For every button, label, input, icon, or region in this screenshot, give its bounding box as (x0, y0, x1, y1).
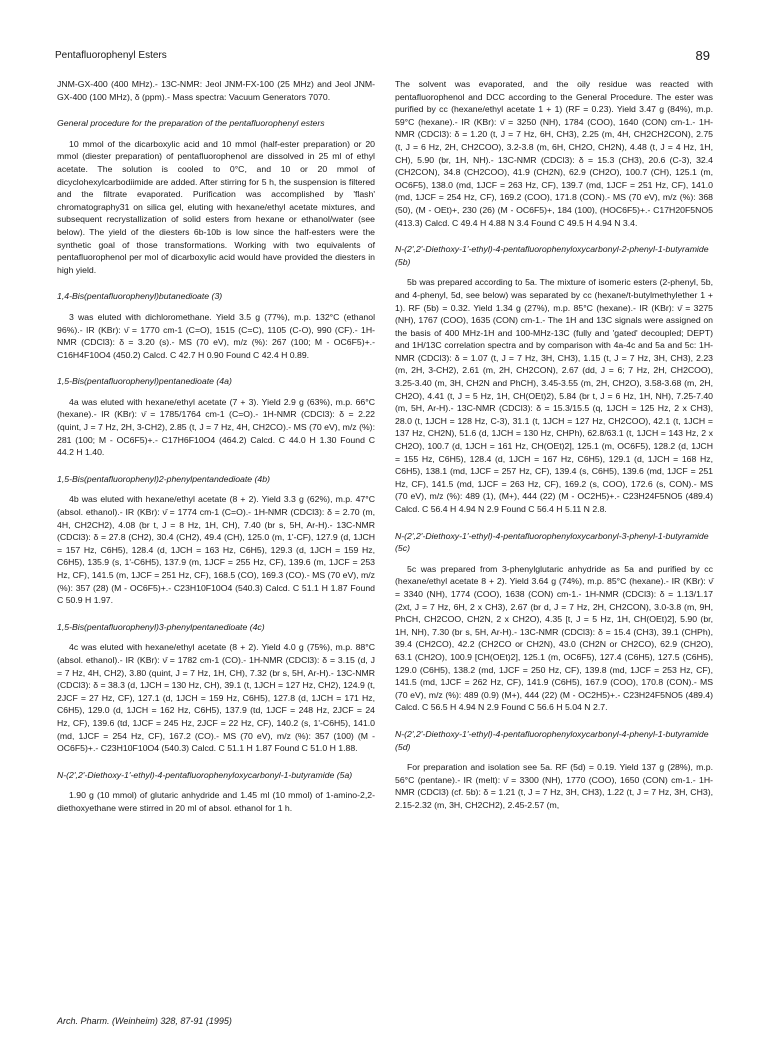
paragraph: 5b was prepared according to 5a. The mixture of isomeric esters (2-phenyl, 5b, and 4-phenyl, 5d, see below) was separated by cc (hexane/t-butylmethylether 1 + 1). RF (5b) = 0.32. Yield 1.34 g (27%), m.p. 85°C (hexane).- IR (KBr): ν̄ = 3275 (NH), 1767 (COO), 1635 (CON) cm-1.- The 1H and 13C signals were assigned on the basis of 400 MHz-1H and 100-MHz-13C (fully and 'gated' decoupled; DEPT) and 1H/13C correlation spectra and by comparison with 4a-4c and 5a and 5c: 1H-NMR (CDCl3): δ = 1.07 (t, J = 7 Hz, 3H, CH3), 1.15 (t, J = 7 Hz, 3H, CH3), 2.23 (m, 2H, 3-CH2), 2.61 (m, 2H, CH2CON), 2.67 (dd, J = 6; 7 Hz, 2H, CH2COO), 3.25-3.40 (m, 3H, CH2N and PhCH), 3.45-3.55 (m, 2H, CH2O), 3.58-3.68 (m, 2H, CH2O), 4.41 (t, J = 5 Hz, 1H, CH(OEt)2), 5.84 (br t, J = 6 Hz, 1H, NH), 7.25-7.40 (m, 5H, Ar-H).- 13C-NMR (CDCl3): δ = 15.3/15.5 (q, 1JCH = 125 Hz, 2 x CH3), 28.0 (t, 1JCH = 128 Hz, C-3), 31.1 (t, 1JCH = 127 Hz, CH2COO), 42.1 (t, 1JCH = 137 Hz, CH2N), 51.6 (d, 1JCH = 130 Hz, CHPh), 62.8/63.1 (t, 1JCH = 143 Hz, 2 x CH2O), 100.7 (d, 1JCH = 161 Hz, CH(OEt)2], 125.1 (m, OC6F5), 128.2 (d, 1JCH = 155 Hz, C6H5), 128.4 (d, 1JCH = 167 Hz, C6H5), 129.1 (d, 1JCH = 168 Hz, C6H5), 138.1 (md, 1JCF = 257 Hz, CF), 139.4 (s, C6H5), 139.6 (md, 1JCF = 251 Hz, CF), 141.5 (md, 1JCF = 263 Hz, CF), 169.2 (s, COO), 172.6 (s, CON).- MS (70 eV), m/z (%): 489 (1), (M+), 444 (22) (M - OC2H5)+.- C23H24F5NO5 (489.4) Calcd. C 56.4 H 4.94 N 2.9 Found C 56.4 H 5.11 N 2.8. (395, 277, 713, 514)
paragraph: JNM-GX-400 (400 MHz).- 13C-NMR: Jeol JNM-FX-100 (25 MHz) and Jeol JNM-GX-400 (100 MHz), δ (ppm).- Mass spectra: Vacuum Generators 7070. (57, 79, 375, 102)
paragraph: The solvent was evaporated, and the oily residue was reacted with pentafluorophenol and DCC according to the General Procedure. The ester was purified by cc (hexane/ethyl acetate 1 + 1) (RF = 0.23). Yield 3.47 g (84%), m.p. 59°C (hexane).- IR (KBr): ν̄ = 3250 (NH), 1784 (COO), 1640 (CON) cm-1.- 1H-NMR (CDCl3): δ = 1.20 (t, J = 7 Hz, 6H, CH3), 2.25 (m, 4H, CH2CH2CON), 2.75 (t, J = 6 Hz, 2H, CH2COO), 3.2-3.8 (m, 6H, CH2O, CH2N), 4.48 (t, J = 4 Hz, 1H, CH), 5.90 (br, 1H, NH).- 13C-NMR (CDCl3): δ = 15.3 (CH3), 20.6 (C-3), 32.4 (CH2CON), 34.8 (CH2COO), 41.9 (CH2N), 62.9 (CH2O), 100.7 (CH), 125.1 (m, OC6F5), 138.0 (md, 1JCF = 263 Hz, CF), 139.7 (md, 1JCF = 251 Hz, CF), 141.0 (md, 1JCF = 254 Hz, CF), 169.2 (COO), 171.8 (CON).- MS (70 eV), m/z (%): 368 (50), (M - OEt)+, 230 (26) (M - OC6F5)+, 184 (100), (HOC6F5)+.- C17H20F5NO5 (413.3) Calcd. C 49.4 H 4.88 N 3.4 Found C 49.5 H 4.94 N 3.4. (395, 79, 713, 228)
section-heading: N-(2',2'-Diethoxy-1'-ethyl)-4-pentafluorophenyloxycarbonyl-1-butyramide (5a) (57, 769, 353, 780)
paragraph: 4b was eluted with hexane/ethyl acetate (8 + 2). Yield 3.3 g (62%), m.p. 47°C (absol. ethanol).- IR (KBr): ν̄ = 1774 cm-1 (C=O).- 1H-NMR (CDCl3): δ = 2.70 (m, 4H, CH2CH2), 4.08 (br t, J = 8 Hz, 1H, CH), 7.40 (br s, 5H, Ar-H).- 13C-NMR (CDCl3): δ = 27.8 (CH2), 30.4 (CH2), 49.4 (CH), 125.0 (m, 1'-CF), 127.9 (d, 1JCH = 157 Hz, C6H5), 128.4 (d, 1JCH = 163 Hz, C6H5), 129.3 (d, 1JCH = 159 Hz, C6H5), 135.9 (s, 1'-C6H5), 137.9 (m, 1JCF = 255 Hz, CF), 139.6 (m, 1JCF = 253 Hz, CF), 141.5 (m, 1JCF = 251 Hz, CF), 168.5 (CO), 169.3 (CO).- MS (70 eV), m/z (%): 357 (28) (M - OC6F5)+.- C23H10F10O4 (540.3) Calcd. C 51.1 H 1.87 Found C 50.9 H 1.97. (57, 494, 375, 606)
paragraph: 4a was eluted with hexane/ethyl acetate (7 + 3). Yield 2.9 g (63%), m.p. 66°C (hexane).- IR (KBr): ν̄ = 1785/1764 cm-1 (C=O).- 1H-NMR (CDCl3): δ = 2.22 (quint, J = 7 Hz, 2H, 3-CH2), 2.85 (t, J = 7 Hz, 4H, CH2CO).- MS (70 eV), m/z (%): 281 (100; M - OC6F5)+.- C17H6F10O4 (464.2) Calcd. C 44.0 H 1.30 Found C 44.2 H 1.40. (57, 396, 375, 458)
section-heading: N-(2',2'-Diethoxy-1'-ethyl)-4-pentafluorophenyloxycarbonyl-3-phenyl-1-butyramide (5c) (395, 530, 709, 554)
footer-citation: Arch. Pharm. (Weinheim) 328, 87-91 (1995) (57, 1016, 232, 1026)
section-heading: 1,5-Bis(pentafluorophenyl)3-phenylpentanedioate (4c) (57, 621, 265, 632)
paragraph: 4c was eluted with hexane/ethyl acetate (8 + 2). Yield 4.0 g (75%), m.p. 88°C (absol. ethanol).- IR (KBr): ν̄ = 1782 cm-1 (CO).- 1H-NMR (CDCl3): δ = 3.15 (d, J = 7 Hz, 4H, CH2), 3.80 (quint, J = 7 Hz, 1H, CH), 7.32 (br s, 5H, Ar-H).- 13C-NMR (CDCl3): δ = 38.3 (d, 1JCH = 130 Hz, CH), 39.1 (t, 1JCH = 127 Hz, CH2), 124.9 (t, 2JCF = 27 Hz, CF), 127.1 (d, 1JCH = 159 Hz, C6H5), 127.8 (d, 1JCH = 171 Hz, C6H5), 129.0 (d, 1JCH = 162 Hz, C6H5), 137.9 (td, 1JCF = 248 Hz, 2JCF = 24 Hz, CF), 139.6 (td, 1JCF = 245 Hz, 2JCF = 22 Hz, CF), 140.2 (s, 1'-C6H5), 141.0 (md, 1JCF = 254 Hz, CF), 167.2 (CO).- MS (70 eV), m/z (%): 357 (100) (M - OC6F5)+.- C23H10F10O4 (540.3) Calcd. C 51.1 H 1.87 Found C 51.0 H 1.88. (57, 642, 375, 754)
left-column (57, 78, 375, 823)
section-heading: 1,5-Bis(pentafluorophenyl)2-phenylpentandedioate (4b) (57, 473, 270, 484)
paragraph: 1.90 g (10 mmol) of glutaric anhydride and 1.45 ml (10 mmol) of 1-amino-2,2-diethoxyethane were stirred in 20 ml of absol. ethanol for 1 h. (57, 790, 375, 813)
section-heading: General procedure for the preparation of the pentafluorophenyl esters (57, 118, 325, 129)
section-heading: 1,4-Bis(pentafluorophenyl)butanedioate (3) (57, 291, 223, 302)
page-number: 89 (695, 48, 710, 63)
section-heading: N-(2',2'-Diethoxy-1'-ethyl)-4-pentafluorophenyloxycarbonyl-2-phenyl-1-butyramide (5b) (395, 244, 709, 267)
paragraph: For preparation and isolation see 5a. RF (5d) = 0.19. Yield 137 g (28%), m.p. 56°C (pentane).- IR (melt): ν̄ = 3300 (NH), 1770 (COO), 1650 (CON) cm-1.- 1H-NMR (CDCl3) (cf. 5b): δ = 1.21 (t, J = 7 Hz, 3H, CH3), 1.22 (t, J = 7 Hz, 3H, CH3), 2.15-2.32 (m, 3H, CH2CH2), 2.45-2.57 (m, (395, 762, 713, 810)
right-column (395, 78, 713, 819)
paragraph: 5c was prepared from 3-phenylglutaric anhydride as 5a and purified by cc (hexane/ethyl acetate 8 + 2). Yield 3.64 g (74%), m.p. 85°C (hexane).- IR (KBr): ν̄ = 3340 (NH), 1774 (COO), 1638 (CON) cm-1.- 1H-NMR (CDCl3): δ = 1.13/1.17 (2xt, J = 7 Hz, 6H, 2 x CH3), 2.67 (br d, J = 7 Hz, 2H, CH2CON), 3.0-3.8 (m, 9H, PhCH, CH2COO, CH2N, 2 x CH2O), 4.35 [t, J = 5 Hz, 1H, CH(OEt)2], 5.90 (br, 1H, NH), 7.30 (br s, 5H, Ar-H).- 13C-NMR (CDCl3): δ = 15.4 (CH3), 39.1 (CHPh), 39.4 (CH2CO), 42.2 (CH2CO or CH2N), 43.0 (CH2N or CH2CO), 62.9 (CH2O), 63.1 (CH2O), 100.9 [CH(OEt)2], 125.1 (m, OC6F5), 127.4 (C6H5), 127.5 (C6H5), 129.0 (C6H5), 138.2 (md, 1JCF = 250 Hz, CF), 139.8 (md, 1JCF = 253 Hz, CF), 141.5 (md, 1JCF = 262 Hz, CF), 141.9 (C6H5), 167.9 (COO), 170.8 (CON).- MS (70 eV), m/z (%): 489 (0.9) (M+), 444 (22) (M - OC2H5)+.- C23H24F5NO5 (489.4) Calcd. C 56.5 H 4.94 N 2.9 Found C 56.6 H 5.04 N 2.7. (395, 563, 713, 713)
paragraph: 3 was eluted with dichloromethane. Yield 3.5 g (77%), m.p. 132°C (ethanol 96%).- IR (KBr): ν̄ = 1770 cm-1 (C=O), 1515 (C=C), 1105 (C-O), 990 (CF).- 1H-NMR (CDCl3): δ = 3.20 (s).- MS (70 eV), m/z (%): 267 (100; M - OC6F5)+.- C16H4F10O4 (450.2) Calcd. C 42.7 H 0.90 Found C 42.4 H 0.89. (57, 311, 375, 360)
section-heading: N-(2',2'-Diethoxy-1'-ethyl)-4-pentafluorophenyloxycarbonyl-4-phenyl-1-butyramide (5d) (395, 728, 709, 752)
section-heading: 1,5-Bis(pentafluorophenyl)pentanedioate (4a) (57, 376, 232, 387)
running-head: Pentafluorophenyl Esters (55, 50, 167, 61)
paragraph: 10 mmol of the dicarboxylic acid and 10 mmol (half-ester preparation) or 20 mmol (diester preparation) of pentafluorophenol are dissolved in 25 ml of ethyl acetate. The solution is cooled to 0°C, and 10 or 20 mmol of dicyclohexylcarbodiimide are added. After stirring for 5 h, the suspension is filtered and the filtrate evaporated. Purification was accomplished by 'flash' chromatography31 on silica gel, eluting with hexane/ethyl acetate mixtures, and subsequent recrystallization of solid esters from hexane or ethanol/water (see below). The yield of the diesters 6b-10b is low since the half-esters were the synthetic goal of those transformations. Working with two equivalents of pentafluorophenol per mol of dicarboxylic acid would have provided the diesters in high yield. (57, 138, 375, 275)
